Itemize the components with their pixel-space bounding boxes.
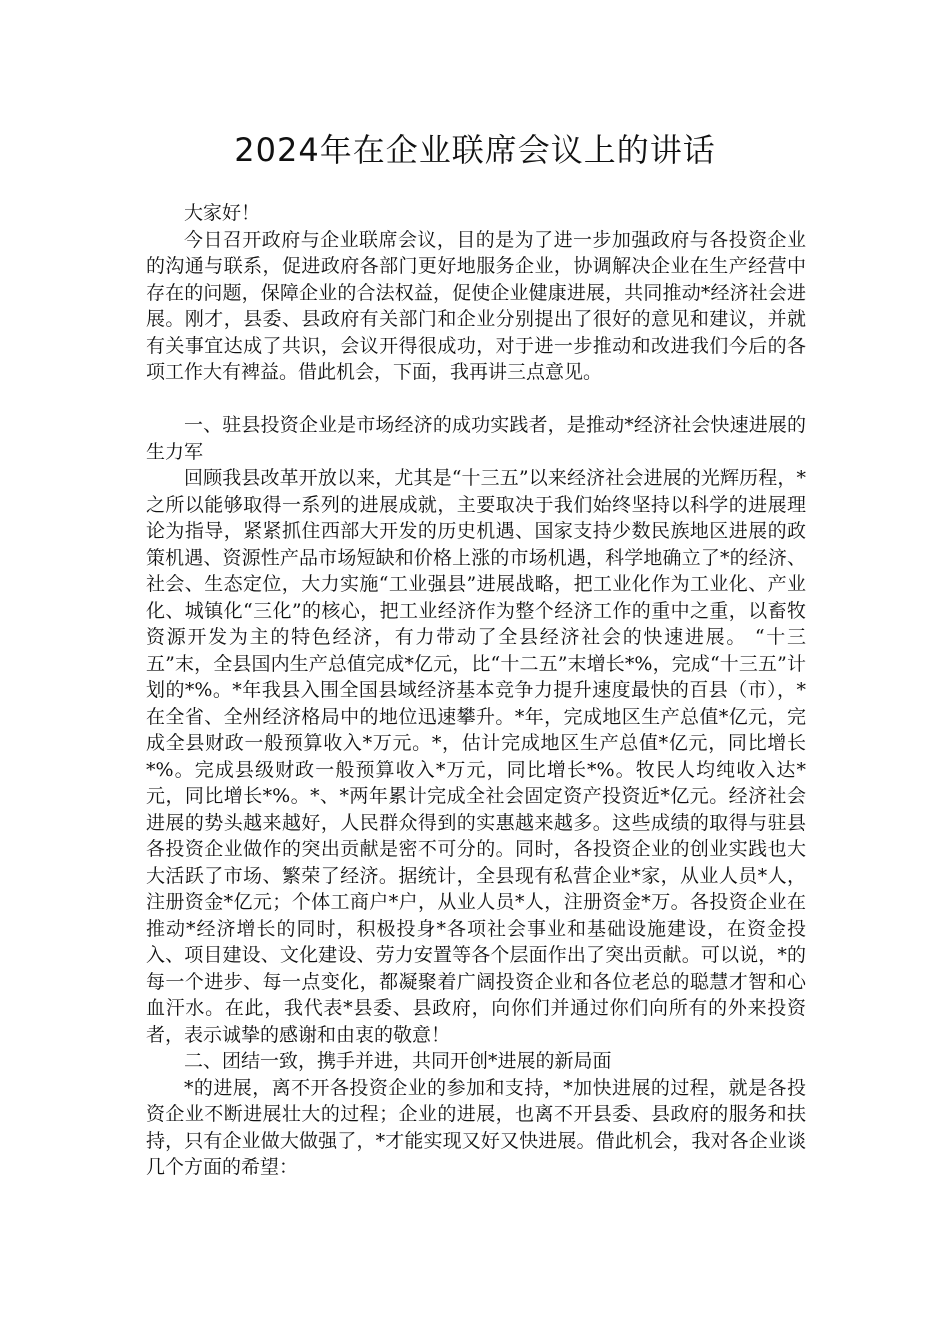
paragraph-greeting: 大家好！ (184, 202, 261, 224)
heading-section-2: 二、团结一致，携手并进，共同开创*进展的新局面 (184, 1050, 612, 1072)
document-body (146, 200, 806, 1181)
heading-section-1: 一、驻县投资企业是市场经济的成功实践者，是推动*经济社会快速进展的生力军 (146, 414, 806, 463)
paragraph-section-1-body: 回顾我县改革开放以来，尤其是“十三五”以来经济社会进展的光辉历程，*之所以能够取得一系列的进展成就，主要取决于我们始终坚持以科学的进展理论为指导，紧紧抓住西部大开发的历史机遇、国家支持少数民族地区进展的政策机遇、资源性产品市场短缺和价格上涨的市场机遇，科学地确立了*的经济、社会、生态定位，大力实施“工业强县”进展战略，把工业化作为工业化、产业化、城镇化“三化”的核心，把工业经济作为整个经济工作的重中之重，以畜牧资源开发为主的特色经济，有力带动了全县经济社会的快速进展。 “十三五”末，全县国内生产总值完成*亿元，比“十二五”末增长*%，完成“十三五”计划的*%。*年我县入围全国县域经济基本竞争力提升速度最快的百县（市），*在全省、全州经济格局中的地位迅速攀升。*年，完成地区生产总值*亿元，完成全县财政一般预算收入*万元。*，估计完成地区生产总值*亿元，同比增长*%。完成县级财政一般预算收入*万元，同比增长*%。牧民人均纯收入达*元，同比增长*%。*、*两年累计完成全社会固定资产投资近*亿元。经济社会进展的势头越来越好，人民群众得到的实惠越来越多。这些成绩的取得与驻县各投资企业做作的突出贡献是密不可分的。同时，各投资企业的创业实践也大大活跃了市场、繁荣了经济。据统计，全县现有私营企业*家，从业人员*人，注册资金*亿元；个体工商户*户，从业人员*人，注册资金*万。各投资企业在推动*经济增长的同时，积极投身*各项社会事业和基础设施建设，在资金投入、项目建设、文化建设、劳力安置等各个层面作出了突出贡献。可以说，*的每一个进步、每一点变化，都凝聚着广阔投资企业和各位老总的聪慧才智和心血汗水。在此，我代表*县委、县政府，向你们并通过你们向所有的外来投资者，表示诚挚的感谢和由衷的敬意！ (146, 467, 806, 1046)
document-title: 2024年在企业联席会议上的讲话 (234, 131, 716, 169)
paragraph-intro: 今日召开政府与企业联席会议，目的是为了进一步加强政府与各投资企业的沟通与联系，促进政府各部门更好地服务企业，协调解决企业在生产经营中存在的问题，保障企业的合法权益，促使企业健康进展，共同推动*经济社会进展。刚才，县委、县政府有关部门和企业分别提出了很好的意见和建议，并就有关事宜达成了共识，会议开得很成功，对于进一步推动和改进我们今后的各项工作大有裨益。借此机会，下面，我再讲三点意见。 (146, 228, 806, 383)
paragraph-section-2-body: *的进展，离不开各投资企业的参加和支持，*加快进展的过程，就是各投资企业不断进展壮大的过程；企业的进展，也离不开县委、县政府的服务和扶持，只有企业做大做强了，*才能实现又好又快进展。借此机会，我对各企业谈几个方面的希望： (146, 1076, 806, 1178)
